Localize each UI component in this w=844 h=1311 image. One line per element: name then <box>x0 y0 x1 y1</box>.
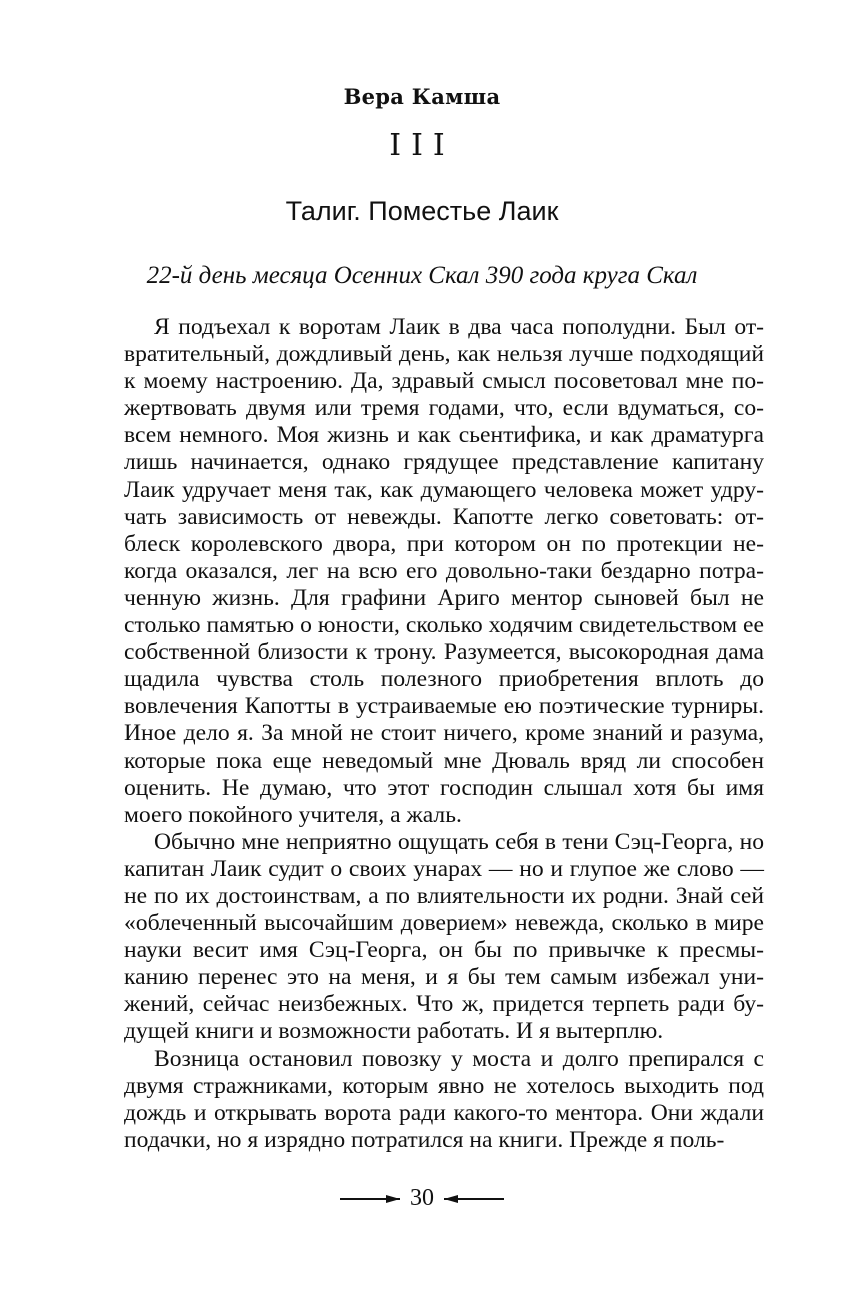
page-number: 30 <box>410 1185 434 1211</box>
paragraph: Возница остановил повозку у моста и долго препирался с двумя стражниками, которым явно не хотелось выходить под дождь и открывать ворота ради какого-то ментора. Они ждали подачки, но я изрядно потратился на книги. Прежде я поль- <box>124 1045 764 1153</box>
paragraph: Я подъехал к воротам Лаик в два часа пополудни. Был отвратительный, дождливый день, как нельзя лучше подходящий к моему настроению. Да, здравый смысл посоветовал мне пожертвовать двумя или тремя годами, что, если вдуматься, совсем немного. Моя жизнь и как сьентифика, и как драматурга лишь начинается, однако грядущее представление капитану Лаик удручает меня так, как думающего человека может удручать зависимость от невежды. Капотте легко советовать: отблеск королевского двора, при котором он по протекции некогда оказался, лег на всю его довольно-таки бездарно потраченную жизнь. Для графини Ариго ментор сыновей был не столько памятью о юности, сколько ходячим свидетельством ее собственной близости к трону. Разумеется, высокородная дама щадила чувства столь полезного приобретения вплоть до вовлечения Капотты в устраиваемые ею поэтические турниры. Иное дело я. За мной не стоит ничего, кроме знаний и разума, которые пока еще неведомый мне Дюваль вряд ли способен оценить. Не думаю, что этот господин слышал хотя бы имя моего покойного учителя, а жаль. <box>124 314 764 828</box>
page-folio <box>0 1185 844 1212</box>
chapter-date-line: 22-й день месяца Осенних Скал 390 года круга Скал <box>146 262 698 289</box>
body-text <box>124 314 764 1154</box>
running-head-author: Вера Камша <box>343 84 501 109</box>
chapter-title: Талиг. Поместье Лаик <box>285 196 559 226</box>
chapter-number: III <box>389 128 455 163</box>
folio-ornament-left <box>340 1198 400 1200</box>
paragraph: Обычно мне неприятно ощущать себя в тени Сэц-Георга, но капитан Лаик судит о своих унарах — но и глупое же слово — не по их достоинствам, а по влиятельности их родни. Знай сей «облеченный высочайшим доверием» невежда, сколько в мире науки весит имя Сэц-Георга, он бы по привычке к пресмыканию перенес это на меня, и я бы тем самым избежал унижений, сейчас неизбежных. Что ж, придется терпеть ради будущей книги и возможности работать. И я вытерплю. <box>124 828 764 1045</box>
folio-ornament-right <box>444 1198 504 1200</box>
